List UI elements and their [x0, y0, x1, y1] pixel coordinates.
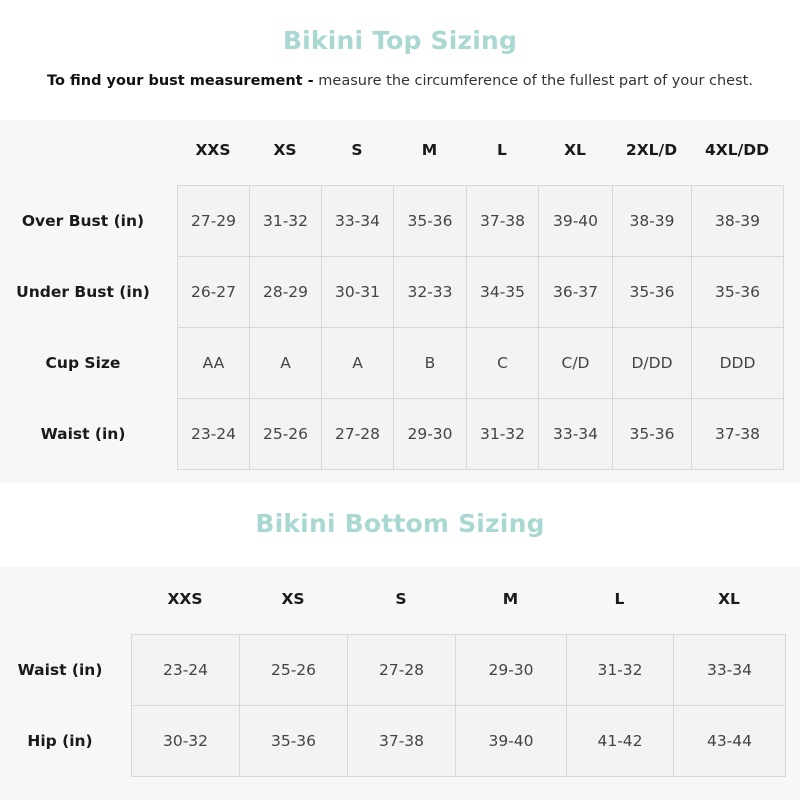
size-cell: 41-42	[567, 706, 674, 777]
size-cell: 37-38	[348, 706, 456, 777]
size-cell: 35-36	[240, 706, 348, 777]
column-header-s: S	[395, 590, 407, 608]
size-cell: 34-35	[467, 257, 539, 328]
column-header-xxs: XXS	[195, 141, 231, 159]
size-cell: DDD	[692, 328, 784, 399]
size-cell: 31-32	[567, 635, 674, 706]
size-cell: 27-28	[348, 635, 456, 706]
size-cell: 35-36	[692, 257, 784, 328]
row-label-cup-size: Cup Size	[45, 353, 121, 372]
size-cell: B	[394, 328, 467, 399]
size-cell: 29-30	[456, 635, 567, 706]
size-cell: 29-30	[394, 399, 467, 470]
size-cell: 23-24	[178, 399, 250, 470]
size-cell: 37-38	[467, 186, 539, 257]
intro-bold: To find your bust measurement -	[47, 73, 314, 89]
size-cell: C	[467, 328, 539, 399]
table-row	[178, 257, 784, 328]
column-header-xl: XL	[564, 141, 586, 159]
column-header-xs: XS	[273, 141, 297, 159]
size-cell: 26-27	[178, 257, 250, 328]
size-cell: 33-34	[322, 186, 394, 257]
bottom-size-grid	[131, 634, 786, 777]
size-cell: D/DD	[613, 328, 692, 399]
table-row	[132, 706, 786, 777]
size-cell: 33-34	[674, 635, 786, 706]
table-row	[178, 186, 784, 257]
top-sizing-title: Bikini Top Sizing	[282, 26, 518, 55]
row-label-under-bust-in: Under Bust (in)	[16, 282, 150, 301]
size-cell: 39-40	[456, 706, 567, 777]
table-row	[178, 328, 784, 399]
size-cell: 38-39	[613, 186, 692, 257]
column-header-l: L	[614, 590, 625, 608]
row-label-waist-in: Waist (in)	[40, 424, 126, 443]
size-cell: 27-28	[322, 399, 394, 470]
column-header-xs: XS	[281, 590, 305, 608]
column-header-xl: XL	[718, 590, 740, 608]
top-size-grid	[177, 185, 784, 470]
size-cell: 25-26	[250, 399, 322, 470]
size-cell: 32-33	[394, 257, 467, 328]
size-cell: 35-36	[394, 186, 467, 257]
column-header-s: S	[351, 141, 363, 159]
column-header-l: L	[497, 141, 507, 159]
size-cell: 35-36	[613, 257, 692, 328]
size-cell: 38-39	[692, 186, 784, 257]
size-cell: 37-38	[692, 399, 784, 470]
size-cell: 30-32	[132, 706, 240, 777]
table-row	[178, 399, 784, 470]
size-cell: 35-36	[613, 399, 692, 470]
column-header-m: M	[502, 590, 519, 608]
column-header-2xl-d: 2XL/D	[625, 141, 678, 159]
size-cell: 33-34	[539, 399, 613, 470]
size-cell: 25-26	[240, 635, 348, 706]
top-sizing-panel	[0, 120, 800, 483]
bottom-sizing-title: Bikini Bottom Sizing	[255, 509, 545, 538]
size-cell: A	[250, 328, 322, 399]
size-cell: 31-32	[467, 399, 539, 470]
size-cell: 39-40	[539, 186, 613, 257]
size-cell: A	[322, 328, 394, 399]
bottom-sizing-panel	[0, 567, 800, 800]
column-header-m: M	[421, 141, 438, 159]
column-header-xxs: XXS	[167, 590, 203, 608]
row-label-hip-in: Hip (in)	[27, 731, 93, 750]
intro-text: measure the circumference of the fullest part of your chest.	[313, 73, 753, 89]
table-row	[132, 635, 786, 706]
size-cell: 30-31	[322, 257, 394, 328]
size-cell: 28-29	[250, 257, 322, 328]
size-cell: C/D	[539, 328, 613, 399]
size-cell: 23-24	[132, 635, 240, 706]
size-cell: AA	[178, 328, 250, 399]
row-label-over-bust-in: Over Bust (in)	[21, 211, 145, 230]
size-cell: 31-32	[250, 186, 322, 257]
size-cell: 43-44	[674, 706, 786, 777]
bust-measurement-instructions	[0, 73, 800, 89]
column-header-4xl-dd: 4XL/DD	[704, 141, 769, 159]
row-label-waist-in: Waist (in)	[17, 660, 103, 679]
size-cell: 27-29	[178, 186, 250, 257]
size-cell: 36-37	[539, 257, 613, 328]
